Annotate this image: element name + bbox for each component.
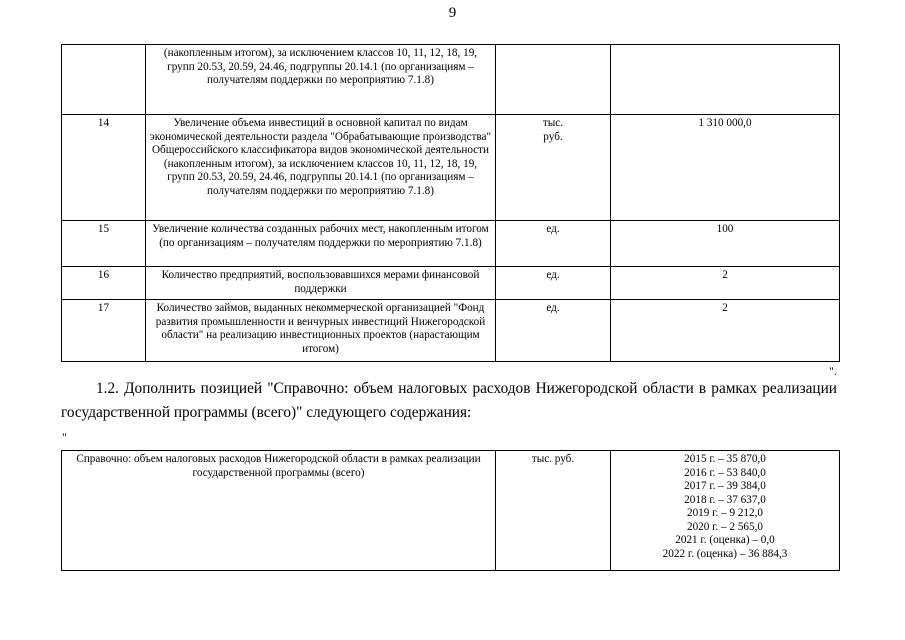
year-value: 2021 г. (оценка) – 0,0 — [675, 534, 775, 546]
year-value: 2019 г. – 9 212,0 — [686, 507, 764, 519]
year-value: 2022 г. (оценка) – 36 884,3 — [662, 547, 788, 560]
amendment-paragraph — [61, 377, 837, 425]
row-unit: ед. — [496, 267, 611, 300]
row-value: 1 310 000,0 — [611, 115, 840, 221]
row-value — [611, 45, 840, 115]
table-row — [62, 115, 840, 221]
row-number: 15 — [62, 221, 146, 267]
row-number: 17 — [62, 300, 146, 362]
year-value: 2017 г. – 39 384,0 — [684, 480, 766, 492]
row-unit: ед. — [496, 221, 611, 267]
row-number: 16 — [62, 267, 146, 300]
tax-expenditure-table — [61, 450, 840, 571]
table-row — [62, 451, 840, 571]
page-number: 9 — [448, 5, 457, 21]
row-value: 100 — [611, 221, 840, 267]
row-unit: ед. — [496, 300, 611, 362]
row-number: 14 — [62, 115, 146, 221]
closing-quote: ". — [829, 364, 837, 378]
year-value: 2020 г. – 2 565,0 — [686, 520, 764, 533]
row-unit — [496, 45, 611, 115]
paragraph-line: государственной программы (всего)" следующего содержания: — [61, 404, 472, 421]
row-unit: тыс. руб. — [496, 451, 611, 571]
table-row — [62, 300, 840, 362]
indicators-table — [61, 44, 840, 362]
row-value: 2 — [611, 300, 840, 362]
table-row — [62, 267, 840, 300]
year-value: 2015 г. – 35 870,0 — [684, 453, 766, 465]
row-description: Количество займов, выданных некоммерческой организацией "Фонд развития промышленности и венчурных инвестиций Нижегородской области" на реализацию инвестиционных проектов (нарастающим итогом) — [146, 300, 496, 362]
row-number — [62, 45, 146, 115]
row-value: 2 — [611, 267, 840, 300]
row-values — [611, 451, 840, 571]
year-value: 2018 г. – 37 637,0 — [684, 493, 766, 506]
row-unit-text: тыс. руб. — [542, 117, 564, 143]
table-row — [62, 45, 840, 115]
row-description: Увеличение объема инвестиций в основной капитал по видам экономической деятельности раздела "Обрабатывающие производства" Общероссийского классификатора видов экономической деятельности (накопленным итогом), за исключением классов 10, 11, 12, 18, 19, групп 20.53, 20.59, 24.46, подгруппы 20.14.1 (по организациям – получателям поддержки по мероприятию 7.1.8) — [146, 115, 496, 221]
row-description: (накопленным итогом), за исключением классов 10, 11, 12, 18, 19, групп 20.53, 20.59, 24.46, подгруппы 20.14.1 (по организациям – получателям поддержки по мероприятию 7.1.8) — [146, 45, 496, 115]
row-unit — [496, 115, 611, 221]
row-description: Увеличение количества созданных рабочих мест, накопленным итогом (по организациям – получателям поддержки по мероприятию 7.1.8) — [146, 221, 496, 267]
year-value: 2016 г. – 53 840,0 — [684, 466, 766, 479]
row-description: Справочно: объем налоговых расходов Нижегородской области в рамках реализации государственной программы (всего) — [62, 451, 496, 571]
row-description: Количество предприятий, воспользовавшихся мерами финансовой поддержки — [146, 267, 496, 300]
table-row — [62, 221, 840, 267]
paragraph-line: 1.2. Дополнить позицией "Справочно: объем налоговых расходов Нижегородской области в рамках реализации — [96, 380, 837, 397]
opening-quote: " — [62, 430, 67, 444]
